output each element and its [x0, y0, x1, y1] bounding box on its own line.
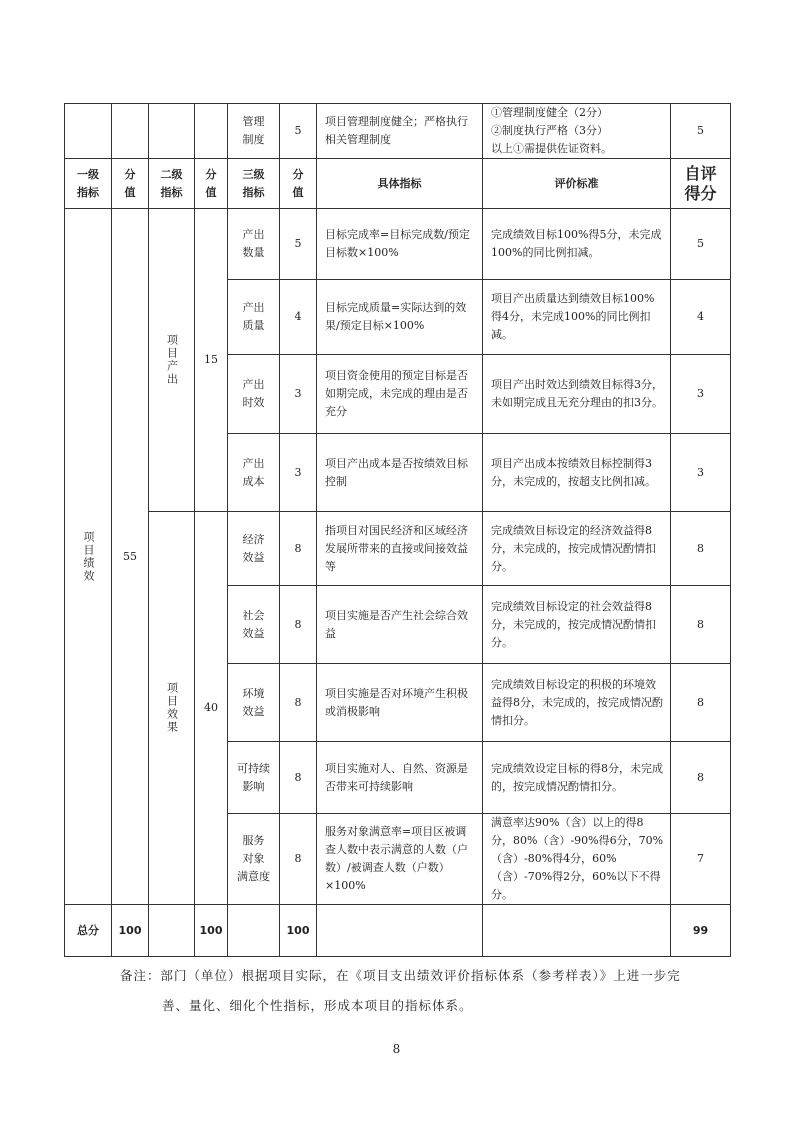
standard-cell: 完成绩效目标设定的经济效益得8分，未完成的，按完成情况酌情扣分。: [483, 512, 671, 586]
performance-indicator-table: [64, 103, 731, 957]
table-row: [65, 104, 731, 159]
table-row: [65, 209, 731, 280]
indicator-cell: 项目产出成本是否按绩效目标控制: [317, 434, 483, 512]
score3-cell: 4: [280, 280, 317, 355]
self-score-cell: 3: [671, 355, 731, 434]
indicator-cell: 项目实施对人、自然、资源是否带来可持续影响: [317, 742, 483, 814]
total-score2: 100: [195, 905, 228, 957]
level3-cell: 管理 制度: [228, 104, 280, 159]
score3-cell: 5: [280, 209, 317, 280]
cell-empty: [65, 104, 112, 159]
header-score2: 分 值: [195, 159, 228, 209]
level3-cell: 经济 效益: [228, 512, 280, 586]
header-self-score: 自评 得分: [671, 159, 731, 209]
level3-cell: 产出 成本: [228, 434, 280, 512]
level3-cell: 可持续 影响: [228, 742, 280, 814]
cell-empty: [195, 104, 228, 159]
indicator-cell: 指项目对国民经济和区域经济发展所带来的直接或间接效益等: [317, 512, 483, 586]
self-score-cell: 3: [671, 434, 731, 512]
level2-label-effect: 项目效果: [165, 682, 179, 734]
self-score-cell: 5: [671, 104, 731, 159]
cell-empty: [317, 905, 483, 957]
header-indicator: 具体指标: [317, 159, 483, 209]
table-header-row: [65, 159, 731, 209]
cell-empty: [112, 104, 149, 159]
standard-cell: 完成绩效目标设定的社会效益得8分，未完成的，按完成情况酌情扣分。: [483, 586, 671, 664]
standard-cell: 项目产出成本按绩效目标控制得3分，未完成的，按超支比例扣减。: [483, 434, 671, 512]
standard-cell: 完成绩效设定目标的得8分，未完成的，按完成情况酌情扣分。: [483, 742, 671, 814]
level3-cell: 产出 质量: [228, 280, 280, 355]
cell-empty: [149, 104, 195, 159]
level3-cell: 服务 对象 满意度: [228, 814, 280, 905]
total-score3: 100: [280, 905, 317, 957]
cell-empty: [149, 905, 195, 957]
header-level1: 一级 指标: [65, 159, 112, 209]
self-score-cell: 5: [671, 209, 731, 280]
footnote-line1: 备注：部门（单位）根据项目实际，在《项目支出绩效评价指标体系（参考样表）》上进一步完: [120, 968, 681, 983]
header-standard: 评价标准: [483, 159, 671, 209]
score3-cell: 3: [280, 355, 317, 434]
self-score-cell: 7: [671, 814, 731, 905]
standard-cell: 完成绩效目标设定的积极的环境效益得8分，未完成的，按完成情况酌情扣分。: [483, 664, 671, 742]
indicator-cell: 目标完成质量=实际达到的效果/预定目标×100%: [317, 280, 483, 355]
score3-cell: 8: [280, 586, 317, 664]
standard-cell: 项目产出时效达到绩效目标得3分，未如期完成且无充分理由的扣3分。: [483, 355, 671, 434]
level3-cell: 产出 数量: [228, 209, 280, 280]
level3-cell: 产出 时效: [228, 355, 280, 434]
level2-cell-effect: [149, 512, 195, 905]
score1-cell: 55: [112, 209, 149, 905]
score3-cell: 8: [280, 512, 317, 586]
indicator-cell: 服务对象满意率=项目区被调查人数中表示满意的人数（户数）/被调查人数（户数）×100%: [317, 814, 483, 905]
level3-cell: 社会 效益: [228, 586, 280, 664]
header-level2: 二级 指标: [149, 159, 195, 209]
footnote-line2: 善、量化、细化个性指标，形成本项目的指标体系。: [162, 998, 473, 1013]
total-self-score: 99: [671, 905, 731, 957]
page-number: 8: [392, 1042, 401, 1056]
level2-cell-output: [149, 209, 195, 512]
standard-cell: 完成绩效目标100%得5分，未完成100%的同比例扣减。: [483, 209, 671, 280]
standard-cell: 项目产出质量达到绩效目标100%得4分，未完成100%的同比例扣减。: [483, 280, 671, 355]
level1-label: 项目绩效: [82, 530, 95, 583]
total-label: 总分: [65, 905, 112, 957]
self-score-cell: 8: [671, 512, 731, 586]
indicator-cell: 目标完成率=目标完成数/预定目标数×100%: [317, 209, 483, 280]
score2-cell-effect: 40: [195, 512, 228, 905]
score3-cell: 8: [280, 742, 317, 814]
indicator-cell: 项目管理制度健全；严格执行相关管理制度: [317, 104, 483, 159]
level3-cell: 环境 效益: [228, 664, 280, 742]
header-level3: 三级 指标: [228, 159, 280, 209]
total-row: [65, 905, 731, 957]
self-score-cell: 8: [671, 742, 731, 814]
score3-cell: 5: [280, 104, 317, 159]
standard-cell: 满意率达90%（含）以上的得8分，80%（含）-90%得6分，70%（含）-80%得4分，60%（含）-70%得2分，60%以下不得分。: [483, 814, 671, 905]
standard-cell: ①管理制度健全（2分） ②制度执行严格（3分） 以上①需提供佐证资料。: [483, 104, 671, 159]
total-score1: 100: [112, 905, 149, 957]
level1-cell: [65, 209, 112, 905]
score3-cell: 3: [280, 434, 317, 512]
table-row: [65, 512, 731, 586]
cell-empty: [228, 905, 280, 957]
indicator-cell: 项目实施是否产生社会综合效益: [317, 586, 483, 664]
header-score1: 分 值: [112, 159, 149, 209]
self-score-cell: 8: [671, 586, 731, 664]
score2-cell-output: 15: [195, 209, 228, 512]
header-score3: 分 值: [280, 159, 317, 209]
indicator-cell: 项目资金使用的预定目标是否如期完成，未完成的理由是否充分: [317, 355, 483, 434]
score3-cell: 8: [280, 814, 317, 905]
indicator-cell: 项目实施是否对环境产生积极或消极影响: [317, 664, 483, 742]
score3-cell: 8: [280, 664, 317, 742]
self-score-cell: 8: [671, 664, 731, 742]
self-score-cell: 4: [671, 280, 731, 355]
level2-label-output: 项目产出: [165, 334, 179, 386]
cell-empty: [483, 905, 671, 957]
